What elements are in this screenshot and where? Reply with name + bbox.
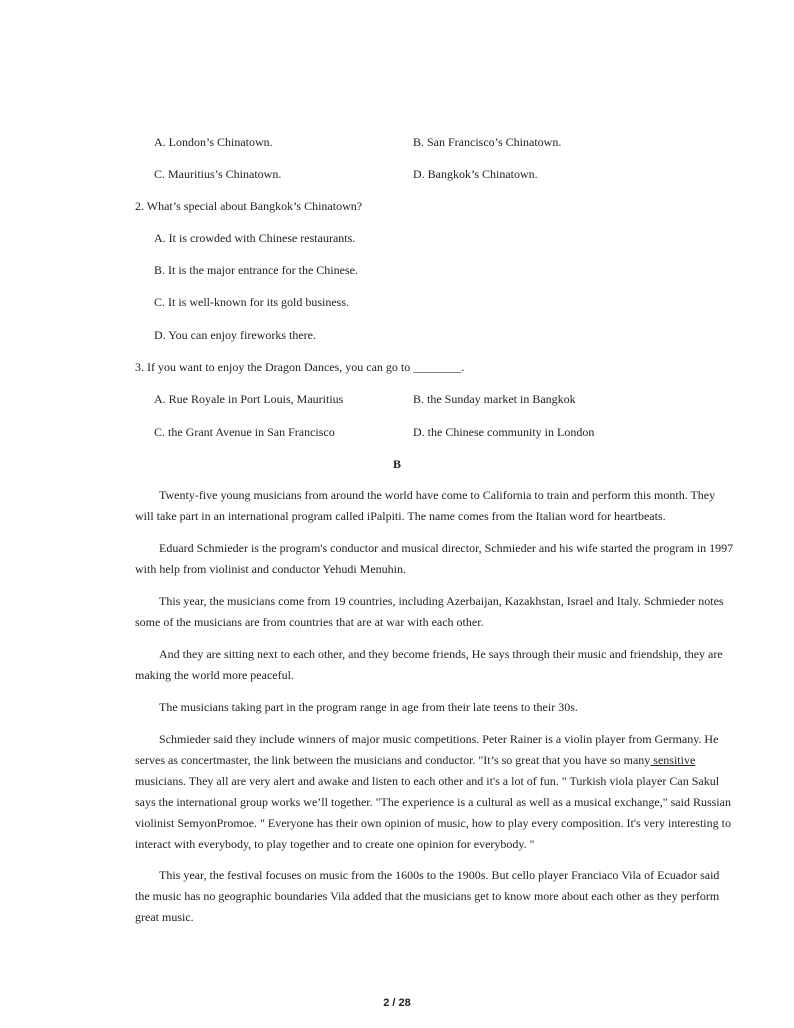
q3-option-a: A. Rue Royale in Port Louis, Mauritius <box>154 392 344 406</box>
q3-option-d: D. the Chinese community in London <box>413 425 595 439</box>
section-b-heading: B <box>392 457 401 471</box>
section-b-paragraph-2: Eduard Schmieder is the program's conductor and musical director, Schmieder and his wife started the program in 1997 with help from violinist and conductor Yehudi Menuhin. <box>135 541 734 576</box>
q1-options-row-2 <box>0 167 794 183</box>
section-b-paragraph-5: The musicians taking part in the program range in age from their late teens to their 30s. <box>159 700 578 714</box>
section-b-paragraph-1: Twenty-five young musicians from around the world have come to California to train and perform this month. They will take part in an international program called iPalpiti. The name comes from the Italian word for heartbeats. <box>135 488 716 523</box>
page-number: 2 / 28 <box>383 997 411 1009</box>
q2-question: 2. What’s special about Bangkok’s Chinatown? <box>135 199 363 213</box>
q3-question: 3. If you want to enjoy the Dragon Dances, you can go to ________. <box>135 360 465 374</box>
q1-options-row-1 <box>0 135 794 151</box>
underlined-word-sensitive: sensitive <box>650 753 696 767</box>
q3-options-row-1 <box>0 392 794 408</box>
q1-option-d: D. Bangkok’s Chinatown. <box>413 167 538 181</box>
q3-option-b: B. the Sunday market in Bangkok <box>413 392 576 406</box>
q1-option-c: C. Mauritius’s Chinatown. <box>154 167 282 181</box>
q3-options-row-2 <box>0 425 794 441</box>
paragraph-6-text-after: musicians. They all are very alert and awake and listen to each other and it's a lot of fun. " Turkish viola player Can Sakul says the international group works we’ll together. "The experience is a cultural as well as a musical exchange," said Russian violinist SemyonPromoe. " Everyone has their own opinion of music, how to play every composition. It's very interesting to interact with everybody, to play together and to create one opinion for everybody. " <box>135 774 731 851</box>
section-b-paragraph-7: This year, the festival focuses on music from the 1600s to the 1900s. But cello player Franciaco Vila of Ecuador said the music has no geographic boundaries Vila added that the musicians get to know more about each other as they perform great music. <box>135 868 720 924</box>
q2-option-a: A. It is crowded with Chinese restaurants. <box>154 231 356 245</box>
section-b-paragraph-3: This year, the musicians come from 19 countries, including Azerbaijan, Kazakhstan, Israel and Italy. Schmieder notes some of the musicians are from countries that are at war with each other. <box>135 594 724 629</box>
paragraph-6-text-before: Schmieder said they include winners of major music competitions. Peter Rainer is a violin player from Germany. He serves as concertmaster, the link between the musicians and conductor. "It’s so great that you have so many <box>135 732 719 767</box>
q2-option-b: B. It is the major entrance for the Chinese. <box>154 263 358 277</box>
q2-option-c: C. It is well-known for its gold business. <box>154 295 349 309</box>
q3-option-c: C. the Grant Avenue in San Francisco <box>154 425 335 439</box>
q1-option-a: A. London’s Chinatown. <box>154 135 273 149</box>
section-b-paragraph-4: And they are sitting next to each other, and they become friends, He says through their music and friendship, they are making the world more peaceful. <box>135 647 723 682</box>
q2-option-d: D. You can enjoy fireworks there. <box>154 328 316 342</box>
section-b-paragraph-6 <box>135 729 735 855</box>
q1-option-b: B. San Francisco’s Chinatown. <box>413 135 562 149</box>
